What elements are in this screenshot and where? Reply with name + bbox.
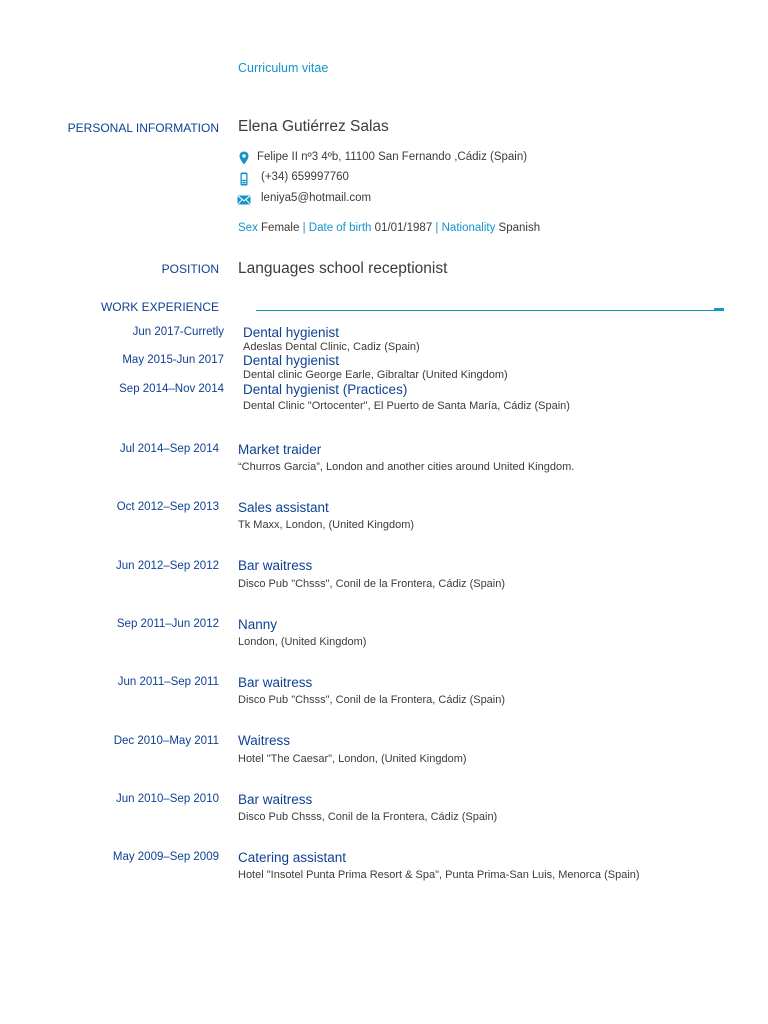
entry-employer: Tk Maxx, London, (United Kingdom): [238, 519, 415, 531]
entry-role: Dental hygienist (Practices): [243, 382, 408, 397]
entry-date: Jun 2011–Sep 2011: [117, 676, 219, 688]
position-value: Languages school receptionist: [238, 260, 448, 277]
entry-employer: “Churros Garcia”, London and another cities around United Kingdom.: [238, 461, 575, 473]
sex-label: Sex: [238, 222, 258, 234]
entry-role: Market traider: [238, 442, 322, 457]
entry-role: Catering assistant: [238, 850, 347, 865]
separator: |: [302, 222, 306, 234]
phone-text: (+34) 659997760: [261, 171, 349, 183]
entry-employer: Dental clinic George Earle, Gibraltar (United Kingdom): [243, 369, 508, 381]
entry-employer: Hotel "Insotel Punta Prima Resort & Spa", Punta Prima-San Luis, Menorca (Spain): [238, 869, 640, 881]
entry-date: Jun 2017-Curretly: [132, 326, 224, 338]
document-title: Curriculum vitae: [238, 61, 329, 75]
section-divider-end: [714, 308, 724, 311]
personal-information-label: PERSONAL INFORMATION: [67, 121, 219, 135]
entry-role: Dental hygienist: [243, 325, 340, 340]
entry-employer: Disco Pub "Chsss", Conil de la Frontera, Cádiz (Spain): [238, 578, 506, 590]
work-experience-label: WORK EXPERIENCE: [100, 300, 219, 314]
entry-employer: Dental Clinic "Ortocenter", El Puerto de Santa María, Cádiz (Spain): [243, 400, 570, 412]
nationality-label: Nationality: [441, 222, 496, 234]
email-link[interactable]: leniya5@hotmail.com: [261, 192, 372, 204]
section-divider: [256, 310, 724, 311]
separator: |: [435, 222, 439, 234]
position-label: POSITION: [161, 262, 219, 276]
nationality-value: Spanish: [498, 222, 541, 234]
entry-role: Dental hygienist: [243, 353, 340, 368]
entry-date: Sep 2014–Nov 2014: [119, 383, 224, 395]
entry-date: Jun 2012–Sep 2012: [116, 560, 219, 572]
entry-employer: Disco Pub "Chsss", Conil de la Frontera, Cádiz (Spain): [238, 694, 506, 706]
entry-role: Nanny: [238, 617, 278, 632]
entry-date: Dec 2010–May 2011: [113, 735, 219, 747]
address-text: Felipe II nº3 4ºb, 11100 San Fernando ,Cádiz (Spain): [257, 151, 528, 163]
sex-value: Female: [261, 222, 300, 234]
entry-date: May 2015-Jun 2017: [122, 354, 224, 366]
location-pin-icon: [237, 151, 251, 165]
mobile-phone-icon: [237, 172, 251, 186]
envelope-icon: [237, 193, 251, 207]
entry-role: Bar waitress: [238, 675, 313, 690]
entry-employer: London, (United Kingdom): [238, 636, 367, 648]
entry-employer: Disco Pub Chsss, Conil de la Frontera, Cádiz (Spain): [238, 811, 498, 823]
dob-label: Date of birth: [308, 222, 372, 234]
personal-details: [238, 222, 540, 234]
entry-date: Sep 2011–Jun 2012: [116, 618, 219, 630]
entry-date: May 2009–Sep 2009: [112, 851, 219, 863]
dob-value: 01/01/1987: [374, 222, 433, 234]
entry-role: Bar waitress: [238, 558, 313, 573]
entry-date: Jul 2014–Sep 2014: [119, 443, 219, 455]
entry-date: Oct 2012–Sep 2013: [116, 501, 219, 513]
entry-role: Waitress: [238, 733, 291, 748]
entry-employer: Adeslas Dental Clinic, Cadiz (Spain): [243, 341, 420, 353]
entry-date: Jun 2010–Sep 2010: [116, 793, 219, 805]
entry-employer: Hotel "The Caesar", London, (United Kingdom): [238, 753, 467, 765]
entry-role: Sales assistant: [238, 500, 329, 515]
entry-role: Bar waitress: [238, 792, 313, 807]
full-name: Elena Gutiérrez Salas: [238, 118, 389, 135]
